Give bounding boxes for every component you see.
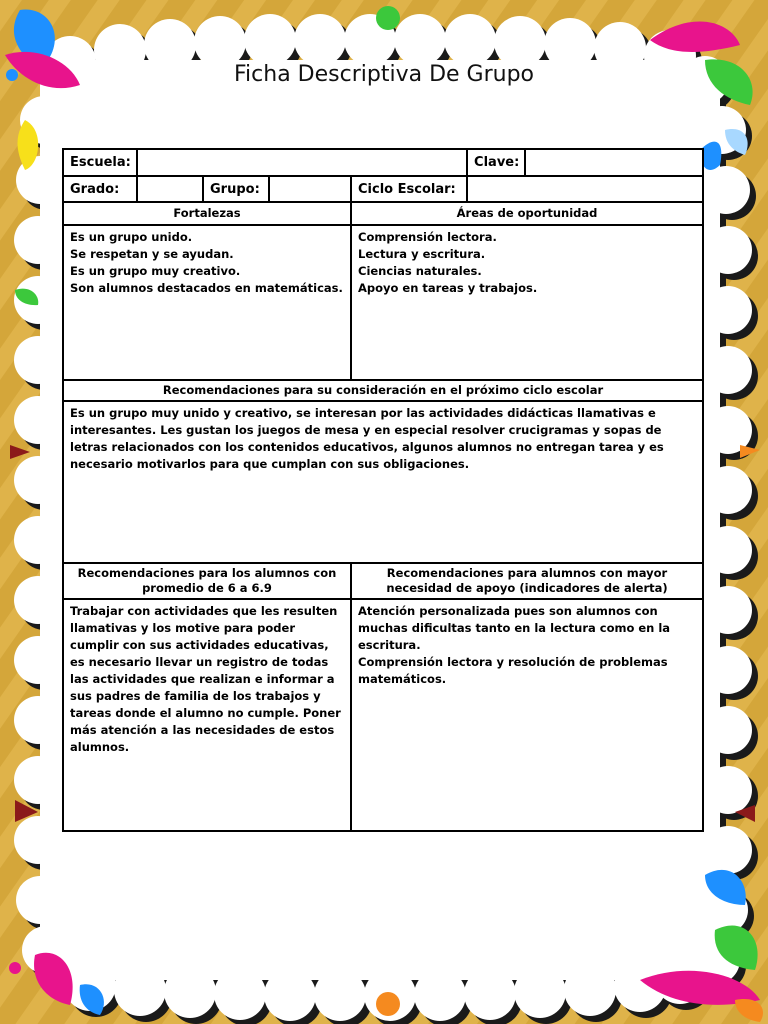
oportunidad-header: Áreas de oportunidad	[351, 202, 703, 225]
clave-label: Clave:	[467, 149, 525, 176]
row-headers-1	[63, 202, 703, 225]
row-recomendaciones-alumnos	[63, 599, 703, 831]
list-item: Ciencias naturales.	[358, 264, 482, 278]
recomendaciones-apoyo-header: Recomendaciones para alumnos con mayor necesidad de apoyo (indicadores de alerta)	[351, 563, 703, 599]
recomendaciones-promedio-header: Recomendaciones para los alumnos con promedio de 6 a 6.9	[63, 563, 351, 599]
recomendaciones-ciclo-header: Recomendaciones para su consideración en el próximo ciclo escolar	[63, 380, 703, 401]
list-item: Apoyo en tareas y trabajos.	[358, 281, 538, 295]
row-header-ciclo	[63, 380, 703, 401]
list-item: Son alumnos destacados en matemáticas.	[70, 281, 343, 295]
list-item: Es un grupo unido.	[70, 230, 193, 244]
fortalezas-header: Fortalezas	[63, 202, 351, 225]
recomendaciones-apoyo-content[interactable]	[351, 599, 703, 831]
escuela-label: Escuela:	[63, 149, 137, 176]
list-item: Comprensión lectora.	[358, 230, 497, 244]
page-title: Ficha Descriptiva De Grupo	[234, 62, 534, 87]
ciclo-label: Ciclo Escolar:	[351, 176, 467, 202]
list-item: Se respetan y se ayudan.	[70, 247, 234, 261]
grado-label: Grado:	[63, 176, 137, 202]
row-escuela	[63, 149, 703, 176]
paragraph: Comprensión lectora y resolución de problemas matemáticos.	[358, 655, 668, 686]
group-description-form	[62, 148, 704, 832]
row-fortalezas	[63, 225, 703, 380]
row-headers-2	[63, 563, 703, 599]
list-item: Lectura y escritura.	[358, 247, 486, 261]
row-ciclo	[63, 401, 703, 563]
row-grado	[63, 176, 703, 202]
escuela-field[interactable]	[137, 149, 467, 176]
grupo-label: Grupo:	[203, 176, 269, 202]
recomendaciones-promedio-content[interactable]: Trabajar con actividades que les resulten llamativas y los motive para poder cumplir con sus actividades educativas, es necesario llevar un registro de todas las actividades que realizan e informar a sus padres de familia de los trabajos y tareas donde el alumno no cumple. Poner más atención a las necesidades de estos alumnos.	[63, 599, 351, 831]
list-item: Es un grupo muy creativo.	[70, 264, 241, 278]
clave-field[interactable]	[525, 149, 703, 176]
grado-field[interactable]	[137, 176, 203, 202]
recomendaciones-ciclo-content[interactable]: Es un grupo muy unido y creativo, se interesan por las actividades didácticas llamativas e interesantes. Les gustan los juegos de mesa y en especial resolver crucigramas y sopas de letras relacionados con los contenidos educativos, algunos alumnos no entregan tarea y es necesario motivarlos para que cumplan con sus obligaciones.	[63, 401, 703, 563]
ciclo-field[interactable]	[467, 176, 703, 202]
paragraph: Atención personalizada pues son alumnos con muchas dificultas tanto en la lectura como en la escritura.	[358, 604, 671, 652]
fortalezas-content[interactable]	[63, 225, 351, 380]
oportunidad-content[interactable]	[351, 225, 703, 380]
grupo-field[interactable]	[269, 176, 351, 202]
